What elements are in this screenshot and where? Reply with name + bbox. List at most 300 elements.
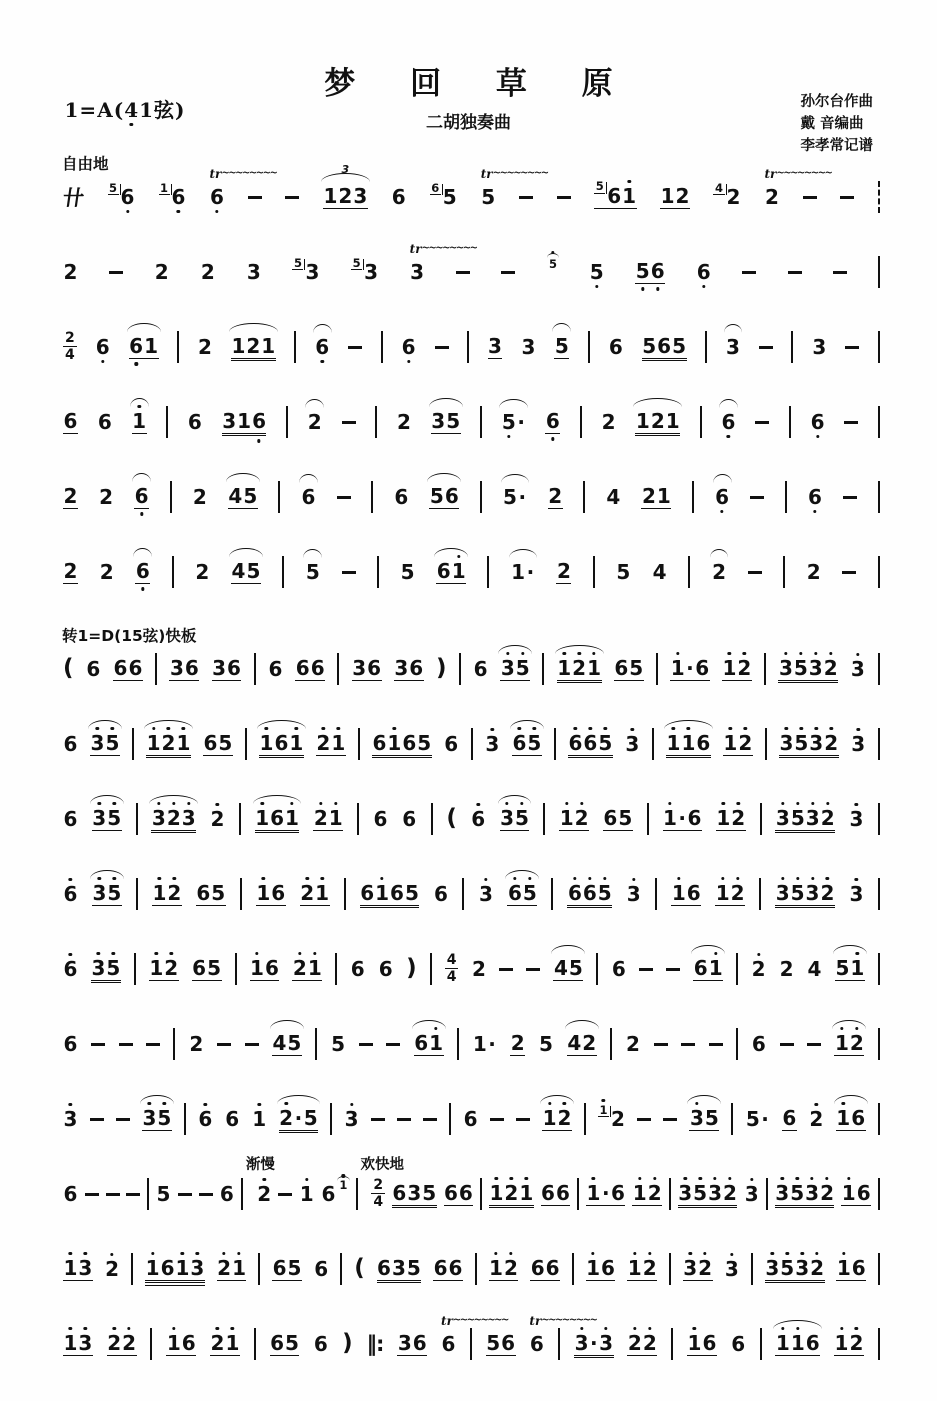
barline — [692, 481, 694, 513]
note-group: 2 — [809, 1107, 824, 1131]
note-group: 2 — [806, 560, 821, 584]
barline — [736, 1028, 738, 1060]
barline — [294, 331, 296, 363]
score-line — [62, 721, 881, 767]
note-group: 3 5 — [142, 1105, 172, 1130]
barline — [431, 803, 433, 835]
note-group: 3 — [485, 732, 500, 756]
barline — [356, 1178, 358, 1210]
note-group: 1 2 — [152, 880, 182, 905]
note-group: 1 6 — [256, 880, 286, 905]
note-group: 1 · 6 — [663, 805, 702, 830]
note-group: 4 2 — [567, 1030, 597, 1055]
dash-note — [519, 187, 533, 207]
note-group: 3 5 3 2 — [775, 883, 835, 906]
note-group: 6 5 — [614, 655, 644, 680]
note-group: 1 2 — [489, 1255, 518, 1280]
dash-note — [681, 1034, 695, 1054]
dash-note — [501, 262, 515, 282]
barline — [647, 803, 649, 835]
dash-note — [639, 959, 653, 979]
barline — [475, 1253, 477, 1285]
parenthesis: ) — [435, 655, 447, 681]
note-group: 2 1 — [217, 1255, 246, 1280]
barline — [358, 728, 360, 760]
barline — [278, 481, 280, 513]
note-group: 6 5 — [196, 880, 226, 905]
note-group: 1 2 — [716, 805, 746, 830]
barline — [551, 878, 553, 910]
note-group: 6 5 — [512, 730, 542, 755]
barline — [136, 803, 138, 835]
note-group: 2 · 5 — [279, 1108, 318, 1131]
dash-note — [342, 412, 356, 432]
barline — [580, 406, 582, 438]
barline — [700, 406, 702, 438]
note-group: 5 6 — [429, 483, 459, 508]
barline — [765, 728, 767, 760]
note-group: 6 5 — [192, 955, 222, 980]
note-group: 3 — [488, 333, 502, 358]
note-group: 3 6 — [394, 655, 424, 680]
barline — [172, 556, 174, 588]
score-line — [62, 646, 881, 692]
dash-note — [126, 1184, 140, 1204]
grace-note-before: 6 — [431, 180, 440, 195]
barline — [282, 556, 284, 588]
note-group: 6 — [608, 335, 623, 359]
dash-note — [359, 1034, 373, 1054]
note-group: 3 5 — [91, 958, 121, 981]
dash-note — [845, 337, 859, 357]
dash-note — [85, 1184, 99, 1204]
barline — [688, 556, 690, 588]
note-group: 3 — [849, 882, 864, 906]
barline — [315, 1028, 317, 1060]
note-group: 3 — [851, 732, 866, 756]
barline — [751, 1253, 753, 1285]
note-group: 6 1 6 5 — [372, 733, 432, 756]
note-group: 2 — [99, 485, 113, 509]
note-group: 2 1 — [313, 805, 343, 830]
dash-note — [178, 1184, 192, 1204]
barline — [337, 653, 339, 685]
note-group: 2 — [471, 957, 486, 981]
barline — [878, 878, 880, 910]
barline — [878, 406, 880, 438]
note-group: 5 — [305, 560, 320, 584]
barline — [330, 1103, 332, 1135]
note-group: 2 — [63, 483, 78, 508]
barline — [766, 1178, 768, 1210]
barline — [760, 803, 762, 835]
note-group: 6 — [373, 807, 388, 831]
note-group: 5 3 — [352, 255, 378, 284]
note-group: 2 — [307, 410, 322, 434]
dash-note — [788, 262, 802, 282]
parenthesis: ) — [406, 955, 417, 981]
note-group: 5 6 1 — [595, 179, 637, 208]
note-group: 4 — [606, 485, 621, 509]
score-line — [62, 796, 881, 842]
note-group: 6 — [63, 1182, 78, 1206]
note-group: 6 — [63, 807, 78, 831]
score-line — [62, 549, 881, 595]
dash-note — [348, 337, 362, 357]
note-group: 2 — [99, 560, 114, 584]
note-group: 2 2 — [107, 1330, 137, 1355]
note-group: 5 6 — [635, 258, 665, 283]
dash-note — [116, 1109, 130, 1129]
note-group: 6 — [314, 1257, 329, 1281]
barline — [286, 406, 288, 438]
barline — [878, 1028, 880, 1060]
note-group: 6 tr~~~~~~~~ — [529, 1314, 597, 1356]
barline — [558, 1328, 560, 1360]
grace-note-before: 5 — [352, 255, 361, 270]
note-group: 3 — [849, 807, 864, 831]
score-line — [62, 474, 881, 520]
note-group: 6 1 — [321, 1178, 348, 1206]
note-group: 5 — [616, 560, 631, 584]
note-group: 3 6 — [169, 655, 199, 680]
note-group: 2 tr~~~~~~~~ — [764, 167, 832, 209]
note-group: 6 — [463, 1107, 478, 1131]
note-group: 1 6 — [166, 1330, 196, 1355]
note-group: 1 2 — [660, 183, 690, 208]
note-group: 1 6 1 — [255, 808, 300, 831]
barline — [449, 1103, 451, 1135]
note-group: 1 6 — [841, 1180, 871, 1205]
note-group: 6 — [402, 807, 417, 831]
barline — [572, 1253, 574, 1285]
note-group: 6 — [473, 657, 488, 681]
note-group: 5 · — [745, 1107, 769, 1131]
note-group: 6 — [545, 408, 560, 433]
note-group: 6 1 — [693, 955, 723, 980]
score-line: 6 5 6 渐慢 2 1 6 1 欢快地 2 4 6 3 5 6 6 1 2 1 6 6 1 · 6 1 2 3 5 3 2 3 3 5 3 2 1 6 — [62, 1171, 881, 1217]
barline — [245, 728, 247, 760]
note-group: 2 — [779, 957, 794, 981]
note-group: 3 — [479, 882, 493, 906]
note-group: 3 5 3 2 — [765, 1258, 825, 1281]
note-group: 6 — [471, 807, 486, 831]
note-group: 6 — [810, 410, 825, 434]
barline — [470, 1328, 472, 1360]
dash-note — [423, 1109, 437, 1129]
arranger-credit: 戴 音编曲 — [800, 115, 864, 132]
note-group: 2 2 — [627, 1330, 657, 1355]
note-group: 6 — [63, 1032, 78, 1056]
note-group: 3 2 3 — [151, 808, 196, 831]
note-group: 6 5 — [431, 180, 457, 209]
note-group: 2 — [189, 1032, 204, 1056]
note-group: 2 — [198, 335, 212, 359]
note-group: 6 — [731, 1332, 746, 1356]
note-group: 5 — [554, 333, 569, 358]
barline — [371, 481, 373, 513]
note-group: 4 — [807, 957, 822, 981]
dash-note — [248, 187, 262, 207]
note-group: 1 2 — [559, 805, 589, 830]
dash-note — [199, 1184, 213, 1204]
dash-note — [840, 187, 854, 207]
barline — [878, 481, 880, 513]
barline — [480, 1178, 482, 1210]
dash-note — [709, 1034, 723, 1054]
note-group: 5 — [331, 1032, 346, 1056]
note-group: 6 — [301, 485, 316, 509]
barline — [150, 1328, 152, 1360]
barline — [258, 1253, 260, 1285]
barline — [583, 481, 585, 513]
barline — [671, 1328, 673, 1360]
note-group: 3 5 — [500, 805, 529, 830]
note-group: 1 6 — [836, 1105, 866, 1130]
note-group: 6 tr~~~~~~~~ — [441, 1314, 508, 1356]
note-group: 4 2 — [714, 180, 741, 209]
barline — [878, 728, 880, 760]
barline — [878, 1253, 880, 1285]
note-group: 2 — [510, 1030, 525, 1055]
note-group: 3 6 — [212, 655, 241, 680]
note-group: 5 · — [501, 410, 525, 434]
note-group: 6 — [391, 185, 406, 209]
barline — [459, 653, 461, 685]
barline — [878, 953, 880, 985]
note-group: 3 5 — [92, 880, 122, 905]
note-group: 5 — [156, 1182, 171, 1206]
barline — [764, 653, 766, 685]
grace-note-after: 5 — [549, 257, 558, 271]
barline — [760, 1328, 762, 1360]
section-label: 自由地 — [62, 155, 109, 173]
barline — [878, 1103, 880, 1135]
note-group: 6 6 — [113, 655, 143, 680]
score-line — [62, 1021, 881, 1067]
note-group: 4 5 — [272, 1030, 302, 1055]
grace-note-before: 4 — [714, 180, 723, 195]
transcriber-credit: 李孝常记谱 — [800, 137, 873, 154]
note-group: 6 6 5 — [568, 733, 613, 756]
note-group: 3 5 — [689, 1105, 719, 1130]
note-group: 1 6 — [160, 180, 186, 209]
barline — [457, 1028, 459, 1060]
note-group: 1 2 — [632, 1180, 662, 1205]
note-group: 6 1 — [414, 1030, 444, 1055]
barline — [878, 1328, 880, 1360]
barline — [375, 406, 377, 438]
barline — [655, 878, 657, 910]
score-line — [62, 1246, 881, 1292]
dash-note — [285, 187, 299, 207]
dash-note — [842, 562, 856, 582]
note-group: 5 — [539, 1032, 553, 1056]
barline — [878, 1178, 880, 1210]
dash-note — [490, 1109, 504, 1129]
note-group: 1 · 6 — [670, 655, 710, 680]
note-group: 1 2 — [723, 730, 753, 755]
score-line — [61, 167, 881, 220]
note-group: 1 — [132, 408, 147, 433]
note-group: 6 — [394, 485, 409, 509]
barline — [177, 331, 179, 363]
note-group: 3 — [344, 1107, 359, 1131]
note-group: 6 5 — [272, 1255, 302, 1280]
note-group: 6 — [86, 657, 101, 681]
note-group: 6 — [187, 410, 202, 434]
dash-note — [386, 1034, 400, 1054]
barline — [335, 953, 337, 985]
note-group: 6 — [350, 957, 365, 981]
note-group: 3 — [625, 732, 640, 756]
barline — [134, 953, 136, 985]
dash-note — [435, 337, 449, 357]
note-group: 5 tr~~~~~~~~ — [480, 167, 548, 209]
note-group: 1 2 1 — [557, 658, 602, 681]
note-group: 1 2 1 — [489, 1183, 534, 1206]
note-group: 6 — [63, 732, 78, 756]
free-meter-symbol: 卄 — [61, 186, 86, 210]
note-group: 6 — [97, 410, 112, 434]
barline — [736, 953, 738, 985]
note-group: 1 6 1 — [259, 733, 304, 756]
note-group: 6 5 — [507, 880, 537, 905]
dash-note — [666, 959, 680, 979]
note-group: 3 — [744, 1182, 759, 1206]
page-title: 梦 回 草 原 — [324, 66, 635, 102]
barline — [235, 953, 237, 985]
note-group: 6 — [63, 882, 78, 906]
note-group: 1 3 — [63, 1330, 93, 1355]
note-group: 3 5 3 2 — [775, 1183, 835, 1206]
note-group: 6 — [63, 957, 78, 981]
dash-note — [397, 1109, 411, 1129]
dash-note — [217, 1034, 231, 1054]
barline — [487, 556, 489, 588]
barline — [596, 953, 598, 985]
note-group: 1 2 3 3 — [323, 186, 368, 209]
dash-note — [637, 1109, 651, 1129]
barline — [430, 953, 432, 985]
note-group: 4 — [652, 560, 667, 584]
dash-note — [119, 1034, 133, 1054]
note-group: 1 2 — [542, 1105, 572, 1130]
note-group: 3 6 — [397, 1330, 427, 1355]
dash-note — [843, 487, 857, 507]
note-group: 2 — [396, 410, 411, 434]
note-group: 2 — [200, 260, 215, 284]
barline — [480, 406, 482, 438]
barline — [878, 556, 880, 588]
note-group: 2 — [712, 560, 726, 584]
note-group: 1 6 — [671, 880, 701, 905]
barline — [462, 878, 464, 910]
note-group: 6 — [268, 657, 283, 681]
note-group: 3 5 — [92, 805, 122, 830]
dash-note — [748, 562, 762, 582]
credits-block — [801, 92, 874, 157]
barline — [132, 728, 134, 760]
note-group: 3 — [246, 260, 261, 284]
note-group: 6 6 — [444, 1180, 473, 1205]
note-group: 6 — [378, 957, 393, 981]
grace-note-before: 5 — [109, 180, 118, 195]
dash-note — [456, 262, 470, 282]
note-group: 2 — [625, 1032, 640, 1056]
note-group: 3 — [724, 1257, 739, 1281]
note-group: 1 · 6 — [586, 1180, 625, 1205]
note-group: 2 1 — [292, 955, 322, 980]
barline — [588, 331, 590, 363]
barline — [467, 331, 469, 363]
barline — [254, 653, 256, 685]
note-group: 6 — [225, 1107, 240, 1131]
note-group: 6 6 — [530, 1255, 560, 1280]
note-group: 6 — [134, 483, 149, 508]
note-group: 5 — [589, 260, 604, 284]
parenthesis: ( — [354, 1255, 365, 1281]
dash-note — [526, 959, 540, 979]
barline — [241, 1178, 243, 1210]
barline — [878, 256, 880, 288]
note-group: 3 — [521, 335, 536, 359]
dash-note — [557, 187, 571, 207]
note-group: 6 5 — [603, 805, 633, 830]
barline — [254, 1328, 256, 1360]
note-group: 6 3 5 — [377, 1258, 422, 1281]
score-line — [62, 324, 881, 370]
note-group: 1 2 — [834, 1030, 864, 1055]
score-line — [62, 399, 881, 445]
barline — [471, 728, 473, 760]
note-group: 3 5 3 2 — [775, 808, 835, 831]
note-group: 3 — [812, 335, 827, 359]
note-group: 2 — [105, 1257, 120, 1281]
time-signature: 4 4 — [446, 952, 457, 985]
note-group: 6 — [401, 335, 416, 359]
dash-note — [755, 412, 769, 432]
note-group: 3 — [850, 657, 865, 681]
barline — [357, 803, 359, 835]
note-group: 1 2 — [722, 655, 752, 680]
note-group: 5 3 — [293, 255, 320, 284]
note-group: 2 — [751, 957, 766, 981]
note-group: 6 — [696, 260, 711, 284]
note-group: 6 — [95, 335, 110, 359]
barline — [131, 1253, 133, 1285]
dash-note — [807, 1034, 821, 1054]
parenthesis: ( — [446, 805, 457, 831]
note-group: 2 1 — [300, 880, 330, 905]
parenthesis: ) — [342, 1330, 353, 1356]
barline — [669, 1178, 671, 1210]
note-group: 6 — [782, 1105, 797, 1130]
dash-note — [90, 1109, 104, 1129]
note-group: 1 1 6 — [775, 1330, 820, 1355]
note-group: 2 — [210, 807, 225, 831]
note-group: 6 3 5 — [392, 1183, 437, 1206]
note-group: 3 5 — [431, 408, 461, 433]
note-group: 6 — [198, 1107, 213, 1131]
barline — [783, 556, 785, 588]
barline — [173, 1028, 175, 1060]
note-group: 6 — [313, 1332, 328, 1356]
note-group: 1 6 — [250, 955, 279, 980]
note-group: 3 — [626, 882, 641, 906]
note-group: 6 — [444, 732, 459, 756]
note-group: 1 2 — [149, 955, 179, 980]
